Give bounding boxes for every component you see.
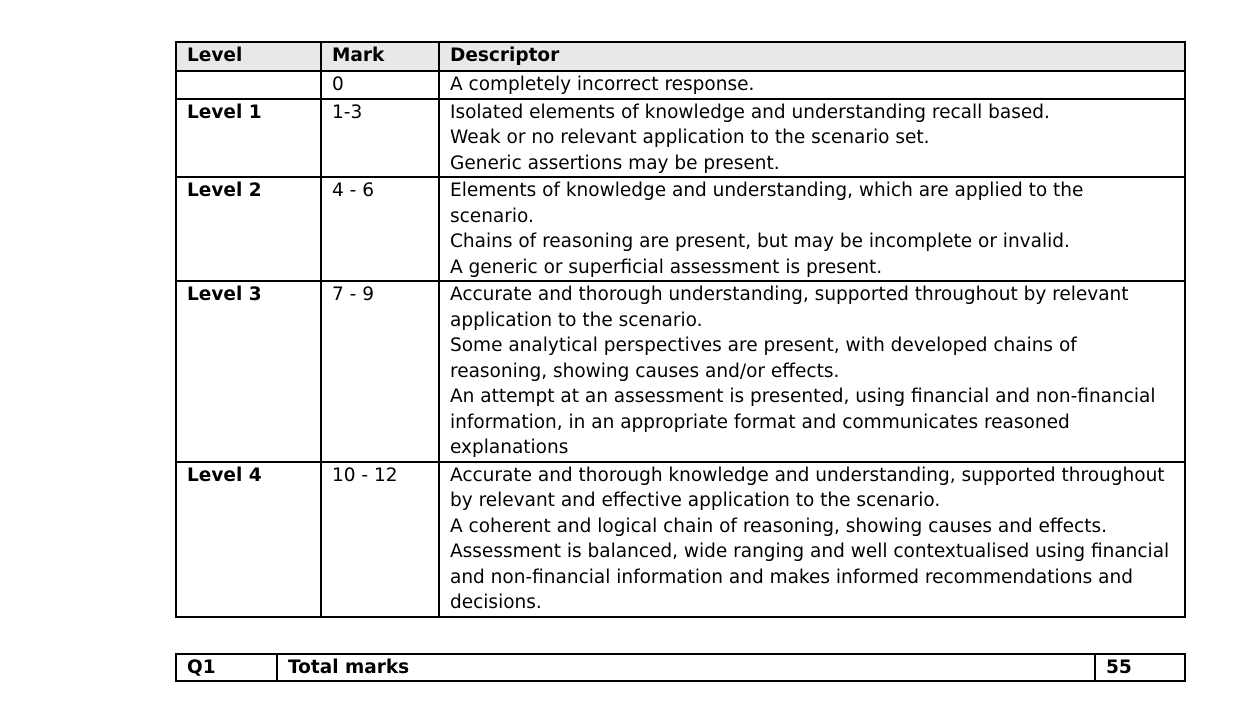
descriptor-cell	[439, 71, 1185, 99]
level-cell: Level 3	[176, 281, 321, 462]
total-marks-label: Total marks	[277, 654, 1095, 681]
descriptor-line: An attempt at an assessment is presented, using financial and non-financial information, in an appropriate format and communicates reasoned explanations	[450, 386, 1156, 458]
level-row-3	[176, 281, 1185, 462]
descriptor-line: Generic assertions may be present.	[450, 152, 780, 174]
mark-cell: 1-3	[321, 99, 439, 178]
mark-cell: 0	[321, 71, 439, 99]
descriptor-line: A coherent and logical chain of reasoning, showing causes and effects.	[450, 515, 1108, 537]
descriptor-line: Weak or no relevant application to the scenario set.	[450, 127, 930, 148]
descriptor-line: Assessment is balanced, wide ranging and well contextualised using financial and non-financial information and makes informed recommendations and decisions.	[450, 541, 1170, 613]
question-number: Q1	[176, 654, 277, 681]
descriptor-line: A generic or superficial assessment is present.	[450, 256, 883, 278]
level-row-0	[176, 71, 1185, 99]
descriptor-line: A completely incorrect response.	[450, 74, 755, 95]
descriptor-cell	[439, 177, 1185, 281]
total-marks-value: 55	[1095, 654, 1185, 681]
total-row	[176, 654, 1185, 681]
grid-header-row	[176, 42, 1185, 71]
level-cell: Level 1	[176, 99, 321, 178]
descriptor-cell	[439, 99, 1185, 178]
levels-marking-grid	[175, 41, 1186, 618]
level-cell: Level 2	[176, 177, 321, 281]
header-descriptor: Descriptor	[439, 42, 1185, 71]
descriptor-line: Accurate and thorough knowledge and understanding, supported throughout by relevant and effective application to the scenario.	[450, 464, 1165, 511]
descriptor-line: Chains of reasoning are present, but may be incomplete or invalid.	[450, 231, 1070, 252]
descriptor-line: Isolated elements of knowledge and understanding recall based.	[450, 101, 1050, 123]
level-row-4	[176, 462, 1185, 617]
descriptor-line: Some analytical perspectives are present, with developed chains of reasoning, showing causes and/or effects.	[450, 335, 1077, 382]
header-mark: Mark	[321, 42, 439, 71]
mark-cell: 10 - 12	[321, 462, 439, 617]
descriptor-line: Elements of knowledge and understanding, which are applied to the scenario.	[450, 180, 1084, 227]
descriptor-cell	[439, 462, 1185, 617]
level-cell	[176, 71, 321, 99]
level-cell: Level 4	[176, 462, 321, 617]
header-level: Level	[176, 42, 321, 71]
mark-cell: 4 - 6	[321, 177, 439, 281]
descriptor-cell	[439, 281, 1185, 462]
level-row-2	[176, 177, 1185, 281]
total-marks-table	[175, 653, 1186, 682]
descriptor-line: Accurate and thorough understanding, supported throughout by relevant application to the scenario.	[450, 284, 1129, 331]
level-row-1	[176, 99, 1185, 178]
mark-cell: 7 - 9	[321, 281, 439, 462]
